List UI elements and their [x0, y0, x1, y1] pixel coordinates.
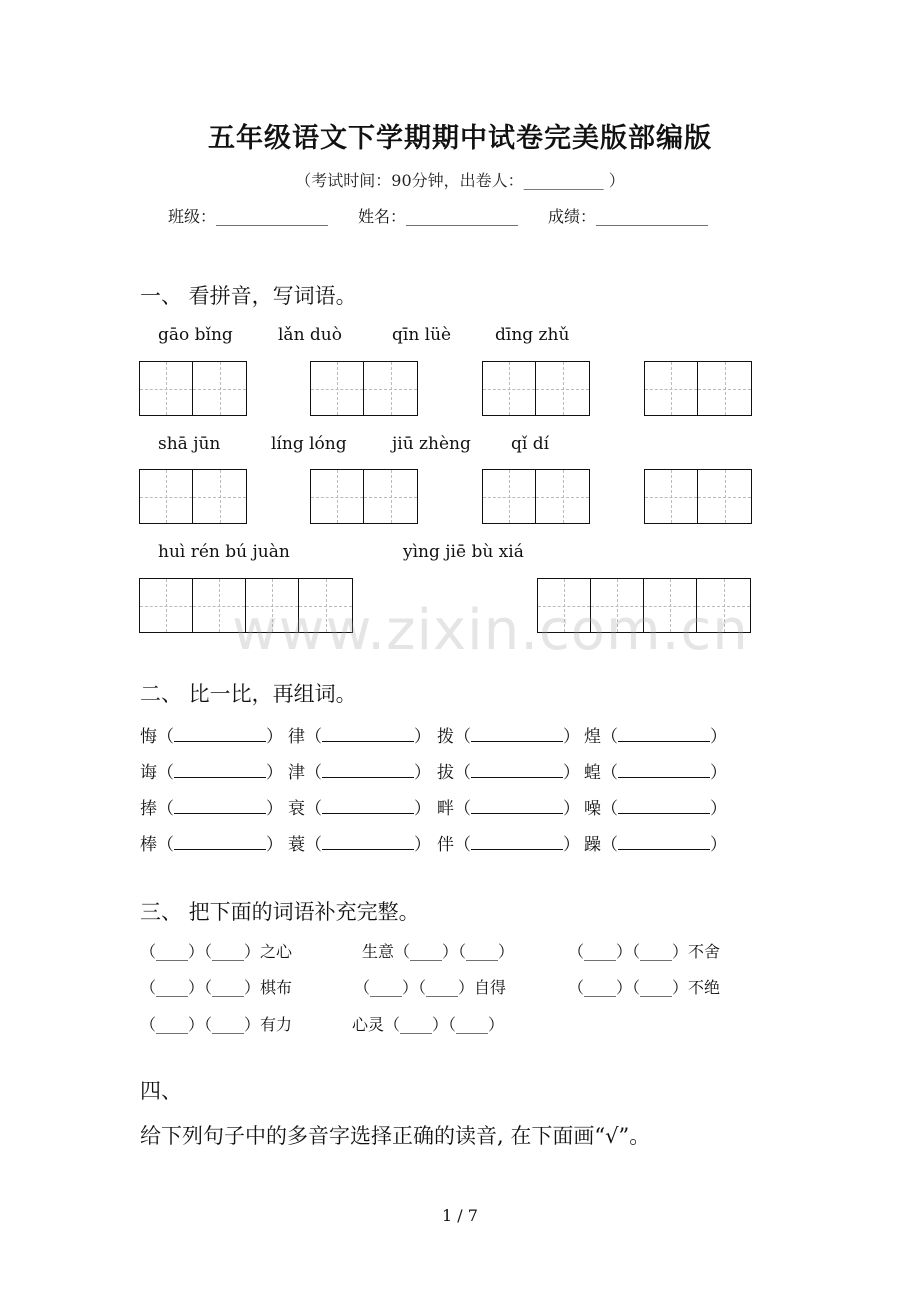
pinyin-row-2	[140, 434, 760, 456]
writing-box[interactable]	[644, 361, 752, 416]
answer-blank[interactable]	[174, 763, 266, 778]
compare-char: 棒	[140, 835, 157, 855]
watermark: www.zixin.com.cn	[232, 598, 749, 663]
idiom-blank[interactable]: （____）（____）不绝	[568, 978, 721, 997]
idiom-blank[interactable]: （____）（____）不舍	[568, 942, 721, 961]
idiom-blank[interactable]: （____）（____）棋布	[140, 978, 293, 997]
compare-char: 畔	[437, 799, 454, 819]
idiom-blank[interactable]: （____）（____）有力	[140, 1015, 293, 1034]
section-4-instruction: 给下列句子中的多音字选择正确的读音, 在下面画“√”。	[140, 1124, 651, 1148]
answer-blank[interactable]	[322, 763, 414, 778]
answer-blank[interactable]	[618, 799, 710, 814]
pinyin-row-1	[140, 325, 760, 347]
section-3-title: 三、 把下面的词语补充完整。	[140, 900, 420, 924]
answer-blank[interactable]	[174, 727, 266, 742]
pinyin-row-3	[140, 542, 760, 564]
compare-char: 律	[288, 727, 305, 747]
pinyin-2-2: líng lóng	[271, 434, 347, 454]
compare-char: 伴	[437, 835, 454, 855]
compare-char: 蝗	[584, 763, 601, 783]
answer-blank[interactable]	[471, 727, 563, 742]
pinyin-1-2: lǎn duò	[278, 325, 342, 345]
compare-char: 拨	[437, 727, 454, 747]
pinyin-2-3: jiū zhèng	[392, 434, 471, 454]
compare-char: 衰	[288, 799, 305, 819]
page-number: 1 / 7	[442, 1206, 478, 1225]
answer-blank[interactable]	[322, 835, 414, 850]
score-field: 成绩：______________	[548, 207, 709, 226]
idiom-blank[interactable]: （____）（____）自得	[354, 978, 507, 997]
section-2-title: 二、 比一比，再组词。	[140, 682, 357, 706]
pinyin-2-4: qǐ dí	[511, 434, 550, 454]
answer-blank[interactable]	[471, 835, 563, 850]
answer-blank[interactable]	[322, 727, 414, 742]
writing-box[interactable]	[644, 469, 752, 524]
idiom-blank[interactable]: 生意（____）（____）	[362, 942, 515, 961]
fill-row-1	[140, 939, 760, 963]
class-field[interactable]: 班级：______________	[168, 207, 329, 226]
exam-page: 五年级语文下学期期中试卷完美版部编版 （考试时间：90分钟，出卷人：__________ ） 班级：______________ 姓名：______________ 成绩：______________ 一、 看拼音，写词语。 gāo bǐng lǎn duò qīn lüè dīng zhǔ shā jūn líng lóng jiū zhèng qǐ dí huì rén bú juàn yìng jiē bù xiá www.zixin.com.cn 二、 比一比，再组词。 悔（ ） 律（ ） 拨（ ） 煌（ ） 诲（ ） 津（ ） 拔（ ） 蝗（ ） 捧（ ） 衰（ ） 畔（ ） 噪（ ） 棒（ ） 蓑（ ） 伴（ ） 躁（ ） 三、 把下面的词语补充完整。 （____）（____）之心 生意（____）（____） （____）（____）不舍 （____）（____）棋布 （____）（____）自得 （____）（____）不绝 （____）（____）有力 心灵（____）（____） 四、 给下列句子中的多音字选择正确的读音, 在下面画“√”。 1 / 7	[0, 0, 920, 1302]
compare-char: 蓑	[288, 835, 305, 855]
pinyin-1-4: dīng zhǔ	[495, 325, 570, 345]
tianzige-row-1	[0, 361, 920, 417]
idiom-blank[interactable]: （____）（____）之心	[140, 942, 293, 961]
exam-subtitle: （考试时间：90分钟，出卷人：__________ ）	[295, 171, 625, 190]
compare-char: 津	[288, 763, 305, 783]
pinyin-1-3: qīn lüè	[392, 325, 452, 345]
answer-blank[interactable]	[174, 799, 266, 814]
compare-char: 煌	[584, 727, 601, 747]
fill-row-3	[140, 1012, 760, 1036]
compare-char: 躁	[584, 835, 601, 855]
answer-blank[interactable]	[618, 763, 710, 778]
answer-blank[interactable]	[322, 799, 414, 814]
pinyin-1-1: gāo bǐng	[158, 325, 233, 345]
idiom-blank[interactable]: 心灵（____）（____）	[352, 1015, 505, 1034]
writing-box[interactable]	[482, 469, 590, 524]
name-field[interactable]: 姓名：______________	[358, 207, 519, 226]
tianzige-row-2	[0, 469, 920, 525]
compare-char: 诲	[140, 763, 157, 783]
writing-box[interactable]	[310, 469, 418, 524]
pinyin-3-1: huì rén bú juàn	[158, 542, 290, 562]
section-1-title: 一、 看拼音，写词语。	[140, 284, 357, 308]
writing-box[interactable]	[310, 361, 418, 416]
compare-char: 拔	[437, 763, 454, 783]
student-info-line	[168, 204, 768, 227]
writing-box[interactable]	[139, 361, 247, 416]
answer-blank[interactable]	[174, 835, 266, 850]
answer-blank[interactable]	[618, 727, 710, 742]
writing-box[interactable]	[482, 361, 590, 416]
answer-blank[interactable]	[471, 763, 563, 778]
page-title: 五年级语文下学期期中试卷完美版部编版	[208, 123, 712, 154]
compare-char: 噪	[584, 799, 601, 819]
answer-blank[interactable]	[618, 835, 710, 850]
fill-row-2	[140, 975, 760, 999]
answer-blank[interactable]	[471, 799, 563, 814]
section-4-title: 四、	[140, 1079, 182, 1103]
compare-char: 捧	[140, 799, 157, 819]
pinyin-2-1: shā jūn	[158, 434, 221, 454]
compare-char: 悔	[140, 727, 157, 747]
pinyin-3-2: yìng jiē bù xiá	[403, 542, 524, 562]
writing-box[interactable]	[139, 469, 247, 524]
